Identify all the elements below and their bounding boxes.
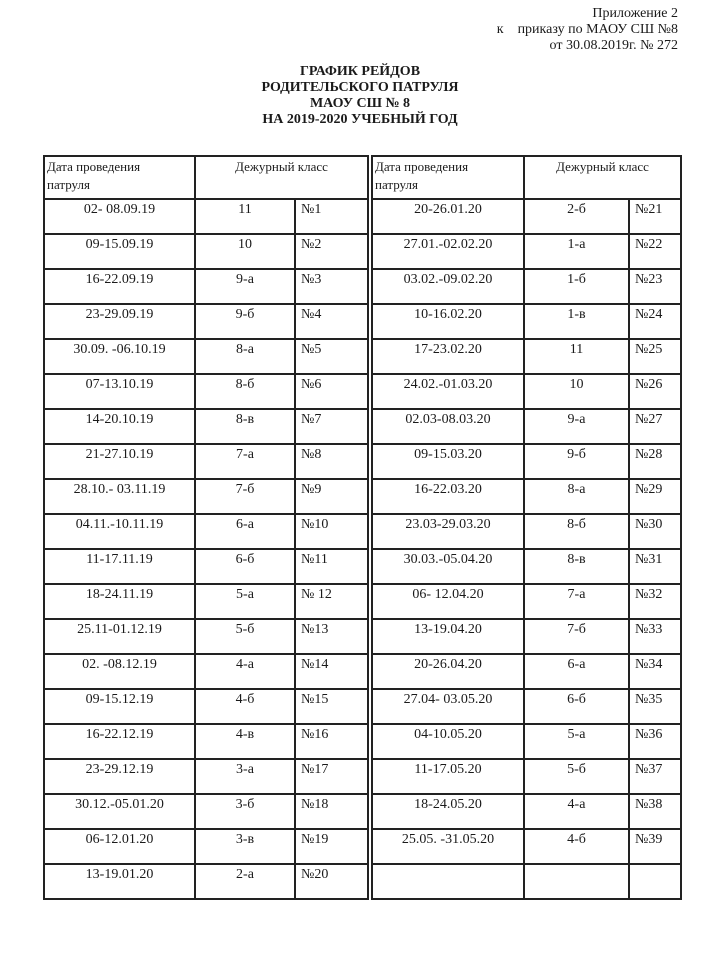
header-date-line-2: патруля xyxy=(375,177,418,192)
appendix-line-3: от 30.08.2019г. № 272 xyxy=(549,38,678,53)
date-cell-left: 30.12.-05.01.20 xyxy=(44,794,195,829)
number-cell-left: №13 xyxy=(295,619,370,654)
date-cell-right: 17-23.02.20 xyxy=(370,339,524,374)
class-cell-left: 10 xyxy=(195,234,295,269)
title-line-3: МАОУ СШ № 8 xyxy=(309,96,411,111)
table-row xyxy=(44,654,681,689)
class-cell-left: 8-в xyxy=(195,409,295,444)
date-cell-right: 13-19.04.20 xyxy=(370,619,524,654)
number-cell-right: №35 xyxy=(629,689,681,724)
number-cell-left: №5 xyxy=(295,339,370,374)
table-header-row xyxy=(44,156,681,199)
number-cell-right: №29 xyxy=(629,479,681,514)
number-cell-right: №22 xyxy=(629,234,681,269)
number-cell-right: №39 xyxy=(629,829,681,864)
date-cell-right: 16-22.03.20 xyxy=(370,479,524,514)
date-cell-right: 27.04- 03.05.20 xyxy=(370,689,524,724)
class-cell-right: 2-б xyxy=(524,199,629,234)
class-cell-left: 3-в xyxy=(195,829,295,864)
date-cell-left: 30.09. -06.10.19 xyxy=(44,339,195,374)
number-cell-left: №2 xyxy=(295,234,370,269)
class-cell-right: 11 xyxy=(524,339,629,374)
date-cell-left: 14-20.10.19 xyxy=(44,409,195,444)
class-cell-right: 4-б xyxy=(524,829,629,864)
class-cell-left: 7-а xyxy=(195,444,295,479)
number-cell-left: №18 xyxy=(295,794,370,829)
patrol-schedule-table xyxy=(43,155,682,900)
number-cell-left: №20 xyxy=(295,864,370,899)
date-cell-right: 03.02.-09.02.20 xyxy=(370,269,524,304)
class-cell-right: 8-в xyxy=(524,549,629,584)
class-cell-right: 7-б xyxy=(524,619,629,654)
class-cell-left: 5-б xyxy=(195,619,295,654)
class-cell-right: 9-а xyxy=(524,409,629,444)
number-cell-left: №7 xyxy=(295,409,370,444)
appendix-line-1: Приложение 2 xyxy=(592,6,678,21)
class-cell-left: 8-а xyxy=(195,339,295,374)
table-row xyxy=(44,549,681,584)
number-cell-right: №31 xyxy=(629,549,681,584)
date-cell-right xyxy=(370,864,524,899)
date-cell-left: 25.11-01.12.19 xyxy=(44,619,195,654)
class-cell-left: 6-а xyxy=(195,514,295,549)
date-cell-right: 06- 12.04.20 xyxy=(370,584,524,619)
date-cell-right: 18-24.05.20 xyxy=(370,794,524,829)
number-cell-left: №9 xyxy=(295,479,370,514)
date-cell-right: 04-10.05.20 xyxy=(370,724,524,759)
class-cell-left: 3-а xyxy=(195,759,295,794)
date-cell-left: 28.10.- 03.11.19 xyxy=(44,479,195,514)
number-cell-left: №6 xyxy=(295,374,370,409)
header-date-line-1: Дата проведения xyxy=(47,159,141,174)
class-cell-left: 7-б xyxy=(195,479,295,514)
number-cell-right: №32 xyxy=(629,584,681,619)
table-row xyxy=(44,724,681,759)
title-line-4: НА 2019-2020 УЧЕБНЫЙ ГОД xyxy=(262,112,458,127)
class-cell-right: 9-б xyxy=(524,444,629,479)
class-cell-left: 5-а xyxy=(195,584,295,619)
class-cell-right: 5-б xyxy=(524,759,629,794)
date-cell-left: 23-29.12.19 xyxy=(44,759,195,794)
class-cell-left: 8-б xyxy=(195,374,295,409)
appendix-note xyxy=(497,6,678,54)
table-row xyxy=(44,619,681,654)
date-cell-right: 30.03.-05.04.20 xyxy=(370,549,524,584)
number-cell-right: №37 xyxy=(629,759,681,794)
date-cell-left: 23-29.09.19 xyxy=(44,304,195,339)
number-cell-left: №11 xyxy=(295,549,370,584)
table-row xyxy=(44,479,681,514)
class-cell-left: 11 xyxy=(195,199,295,234)
number-cell-right: №27 xyxy=(629,409,681,444)
class-cell-right: 1-а xyxy=(524,234,629,269)
table-row xyxy=(44,759,681,794)
date-cell-right: 24.02.-01.03.20 xyxy=(370,374,524,409)
number-cell-left: №15 xyxy=(295,689,370,724)
class-cell-left: 9-б xyxy=(195,304,295,339)
header-date-left xyxy=(44,156,195,199)
number-cell-left: №19 xyxy=(295,829,370,864)
number-cell-left: №16 xyxy=(295,724,370,759)
table-row xyxy=(44,409,681,444)
date-cell-right: 20-26.04.20 xyxy=(370,654,524,689)
class-cell-right: 6-б xyxy=(524,689,629,724)
class-cell-right: 10 xyxy=(524,374,629,409)
number-cell-right: №28 xyxy=(629,444,681,479)
class-cell-right: 1-б xyxy=(524,269,629,304)
title-line-2: РОДИТЕЛЬСКОГО ПАТРУЛЯ xyxy=(261,80,459,95)
number-cell-right: №25 xyxy=(629,339,681,374)
number-cell-right: №26 xyxy=(629,374,681,409)
class-cell-right: 5-а xyxy=(524,724,629,759)
date-cell-right: 27.01.-02.02.20 xyxy=(370,234,524,269)
class-cell-left: 4-в xyxy=(195,724,295,759)
date-cell-right: 20-26.01.20 xyxy=(370,199,524,234)
number-cell-left: №17 xyxy=(295,759,370,794)
date-cell-left: 06-12.01.20 xyxy=(44,829,195,864)
table-row xyxy=(44,269,681,304)
class-cell-right: 7-а xyxy=(524,584,629,619)
date-cell-right: 10-16.02.20 xyxy=(370,304,524,339)
table-row xyxy=(44,304,681,339)
class-cell-left: 9-а xyxy=(195,269,295,304)
number-cell-left: №10 xyxy=(295,514,370,549)
class-cell-left: 3-б xyxy=(195,794,295,829)
table-row xyxy=(44,514,681,549)
number-cell-right: №34 xyxy=(629,654,681,689)
date-cell-left: 07-13.10.19 xyxy=(44,374,195,409)
number-cell-right: №30 xyxy=(629,514,681,549)
table-row xyxy=(44,794,681,829)
date-cell-left: 13-19.01.20 xyxy=(44,864,195,899)
number-cell-left: №14 xyxy=(295,654,370,689)
date-cell-left: 21-27.10.19 xyxy=(44,444,195,479)
number-cell-left: №4 xyxy=(295,304,370,339)
date-cell-left: 09-15.12.19 xyxy=(44,689,195,724)
table-row xyxy=(44,829,681,864)
class-cell-right: 8-а xyxy=(524,479,629,514)
date-cell-right: 23.03-29.03.20 xyxy=(370,514,524,549)
header-class-right: Дежурный класс xyxy=(524,156,681,199)
class-cell-right xyxy=(524,864,629,899)
date-cell-left: 18-24.11.19 xyxy=(44,584,195,619)
date-cell-right: 02.03-08.03.20 xyxy=(370,409,524,444)
number-cell-right: №36 xyxy=(629,724,681,759)
table-row xyxy=(44,339,681,374)
number-cell-right: №23 xyxy=(629,269,681,304)
table-row xyxy=(44,199,681,234)
table-row xyxy=(44,689,681,724)
number-cell-right: №24 xyxy=(629,304,681,339)
class-cell-right: 1-в xyxy=(524,304,629,339)
header-class-left: Дежурный класс xyxy=(195,156,370,199)
class-cell-left: 2-а xyxy=(195,864,295,899)
appendix-line-2: к приказу по МАОУ СШ №8 xyxy=(496,22,678,37)
class-cell-right: 6-а xyxy=(524,654,629,689)
number-cell-right: №33 xyxy=(629,619,681,654)
number-cell-left: №8 xyxy=(295,444,370,479)
class-cell-right: 8-б xyxy=(524,514,629,549)
number-cell-right: №21 xyxy=(629,199,681,234)
number-cell-right xyxy=(629,864,681,899)
date-cell-left: 02- 08.09.19 xyxy=(44,199,195,234)
header-date-right xyxy=(370,156,524,199)
number-cell-left: № 12 xyxy=(295,584,370,619)
class-cell-left: 6-б xyxy=(195,549,295,584)
document-title xyxy=(0,64,720,128)
date-cell-right: 25.05. -31.05.20 xyxy=(370,829,524,864)
number-cell-left: №3 xyxy=(295,269,370,304)
class-cell-right: 4-а xyxy=(524,794,629,829)
date-cell-left: 02. -08.12.19 xyxy=(44,654,195,689)
date-cell-right: 09-15.03.20 xyxy=(370,444,524,479)
table-row xyxy=(44,444,681,479)
number-cell-right: №38 xyxy=(629,794,681,829)
title-line-1: ГРАФИК РЕЙДОВ xyxy=(299,64,421,79)
date-cell-right: 11-17.05.20 xyxy=(370,759,524,794)
number-cell-left: №1 xyxy=(295,199,370,234)
header-date-line-2: патруля xyxy=(47,177,90,192)
date-cell-left: 16-22.12.19 xyxy=(44,724,195,759)
class-cell-left: 4-а xyxy=(195,654,295,689)
table-row xyxy=(44,234,681,269)
date-cell-left: 16-22.09.19 xyxy=(44,269,195,304)
date-cell-left: 11-17.11.19 xyxy=(44,549,195,584)
table-row xyxy=(44,584,681,619)
table-row xyxy=(44,864,681,899)
date-cell-left: 04.11.-10.11.19 xyxy=(44,514,195,549)
class-cell-left: 4-б xyxy=(195,689,295,724)
table-row xyxy=(44,374,681,409)
date-cell-left: 09-15.09.19 xyxy=(44,234,195,269)
header-date-line-1: Дата проведения xyxy=(375,159,469,174)
